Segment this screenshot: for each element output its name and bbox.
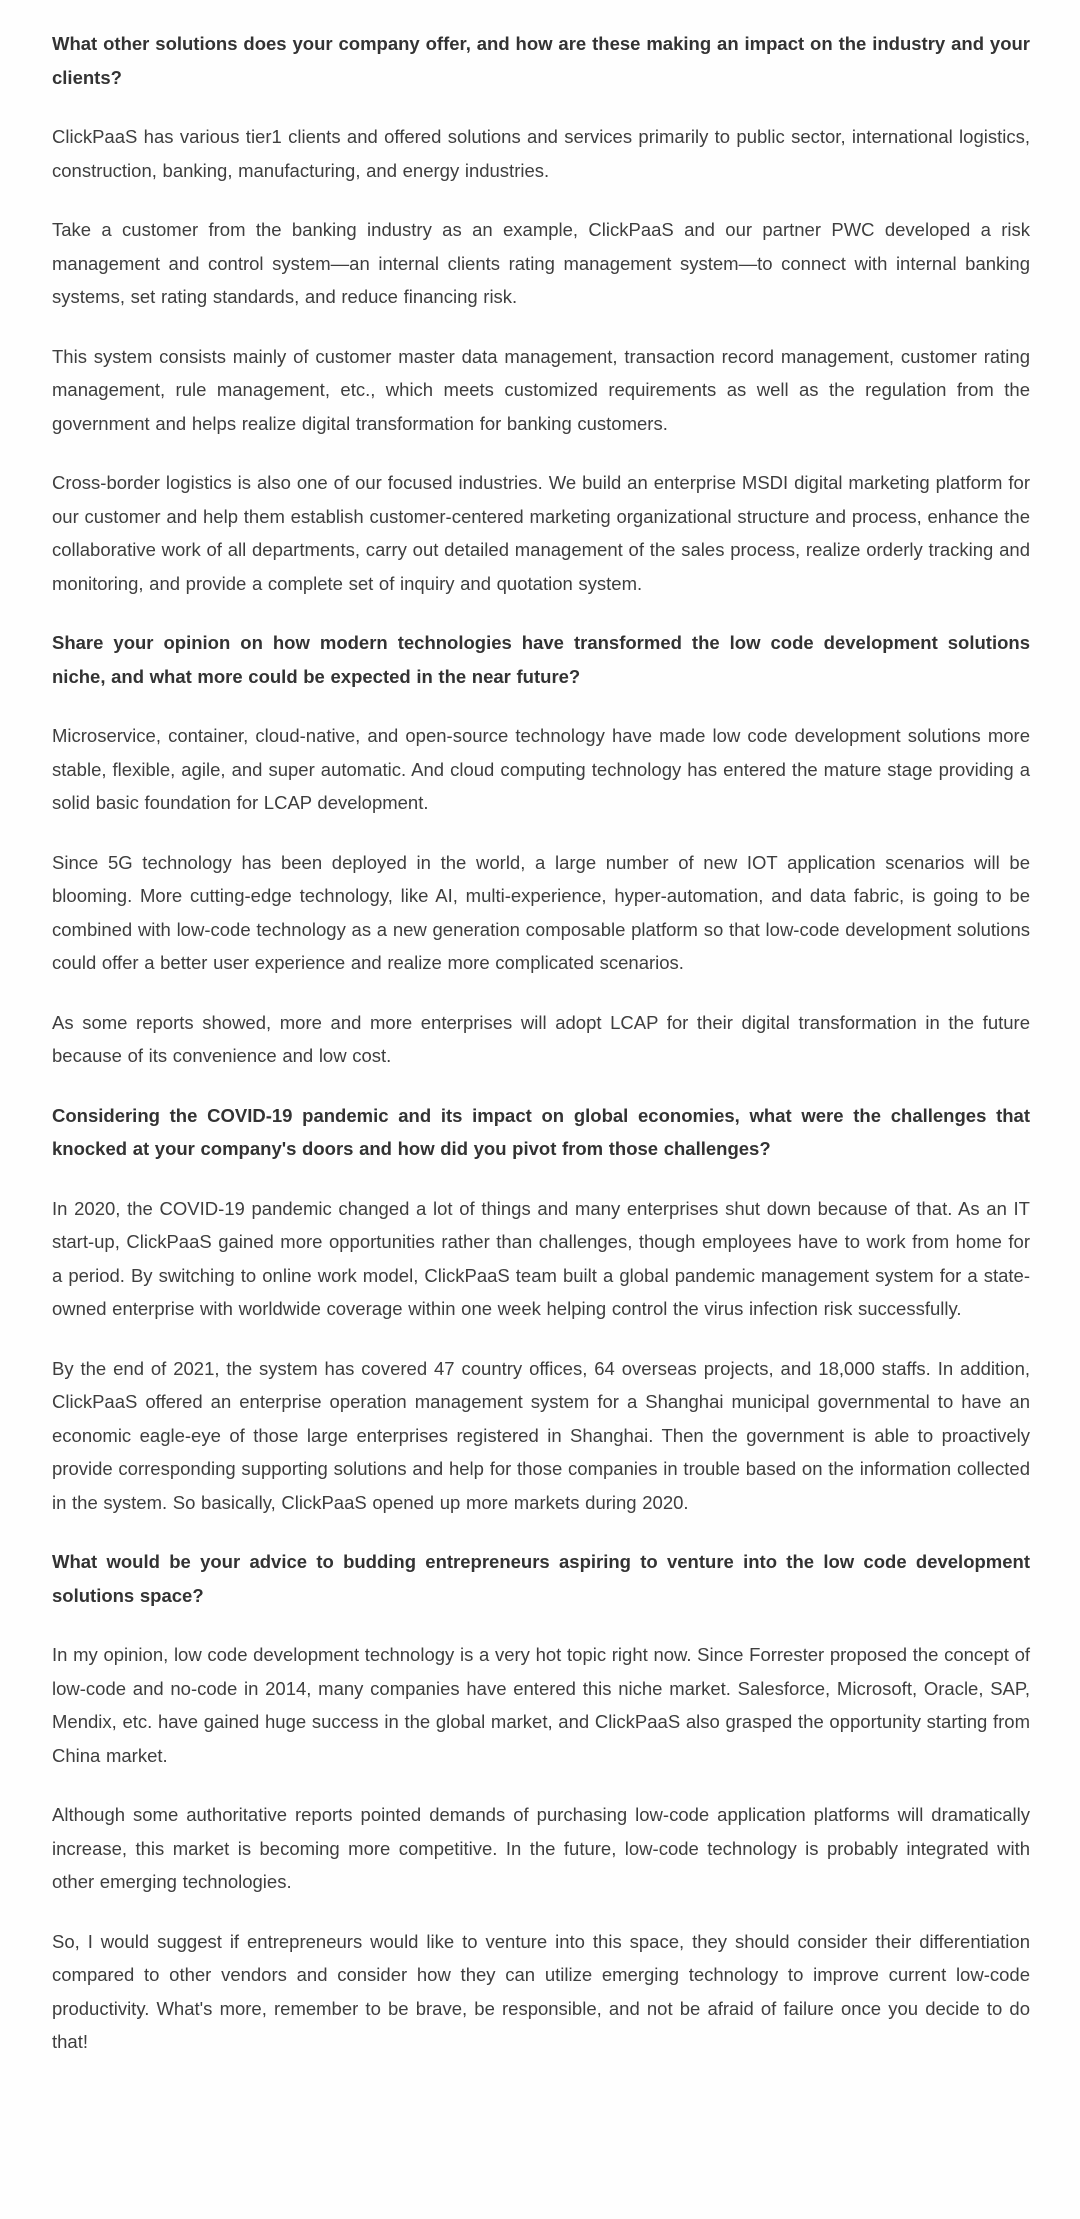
answer-paragraph: Cross-border logistics is also one of our focused industries. We build an enterprise MSDI digital marketing platform for our customer and help them establish customer-centered marketing organizational structure and process, enhance the collaborative work of all departments, carry out detailed management of the sales process, realize orderly tracking and monitoring, and provide a complete set of inquiry and quotation system. — [52, 472, 1030, 594]
answer-paragraph: By the end of 2021, the system has covered 47 country offices, 64 overseas projects, and 18,000 staffs. In addition, ClickPaaS offered an enterprise operation management system for a Shanghai municipal governmental to have an economic eagle-eye of those large enterprises registered in Shanghai. Then the government is able to proactively provide corresponding supporting solutions and help for those companies in trouble based on the information collected in the system. So basically, ClickPaaS opened up more markets during 2020. — [52, 1357, 1030, 1513]
question-heading: What would be your advice to budding entrepreneurs aspiring to venture into the low code development solutions space? — [52, 1551, 1030, 1606]
answer-paragraph: This system consists mainly of customer master data management, transaction record management, customer rating management, rule management, etc., which meets customized requirements as well as the regulation from the government and helps realize digital transformation for banking customers. — [52, 345, 1030, 434]
answer-paragraph: As some reports showed, more and more enterprises will adopt LCAP for their digital transformation in the future because of its convenience and low cost. — [52, 1011, 1030, 1066]
question-heading: What other solutions does your company offer, and how are these making an impact on the industry and your clients? — [52, 33, 1030, 88]
answer-paragraph: In 2020, the COVID-19 pandemic changed a lot of things and many enterprises shut down because of that. As an IT start-up, ClickPaaS gained more opportunities rather than challenges, though employees have to work from home for a period. By switching to online work model, ClickPaaS team built a global pandemic management system for a state-owned enterprise with worldwide coverage within one week helping control the virus infection risk successfully. — [52, 1197, 1030, 1319]
answer-paragraph: Although some authoritative reports pointed demands of purchasing low-code application platforms will dramatically increase, this market is becoming more competitive. In the future, low-code technology is probably integrated with other emerging technologies. — [52, 1804, 1030, 1892]
answer-paragraph: Since 5G technology has been deployed in the world, a large number of new IOT application scenarios will be blooming. More cutting-edge technology, like AI, multi-experience, hyper-automation, and data fabric, is going to be combined with low-code technology as a new generation composable platform so that low-code development solutions could offer a better user experience and realize more complicated scenarios. — [52, 851, 1030, 973]
question-heading: Share your opinion on how modern technologies have transformed the low code development solutions niche, and what more could be expected in the near future? — [52, 632, 1030, 687]
answer-paragraph: Microservice, container, cloud-native, and open-source technology have made low code development solutions more stable, flexible, agile, and super automatic. And cloud computing technology has entered the mature stage providing a solid basic foundation for LCAP development. — [52, 725, 1030, 813]
answer-paragraph: ClickPaaS has various tier1 clients and offered solutions and services primarily to public sector, international logistics, construction, banking, manufacturing, and energy industries. — [52, 126, 1030, 181]
answer-paragraph: In my opinion, low code development technology is a very hot topic right now. Since Forrester proposed the concept of low-code and no-code in 2014, many companies have entered this niche market. Salesforce, Microsoft, Oracle, SAP, Mendix, etc. have gained huge success in the global market, and ClickPaaS also grasped the opportunity starting from China market. — [52, 1644, 1030, 1766]
answer-paragraph: So, I would suggest if entrepreneurs would like to venture into this space, they should consider their differentiation compared to other vendors and consider how they can utilize emerging technology to improve current low-code productivity. What's more, remember to be brave, be responsible, and not be afraid of failure once you decide to do that! — [52, 1930, 1030, 2052]
question-heading: Considering the COVID-19 pandemic and its impact on global economies, what were the challenges that knocked at your company's doors and how did you pivot from those challenges? — [52, 1104, 1030, 1159]
answer-paragraph: Take a customer from the banking industry as an example, ClickPaaS and our partner PWC developed a risk management and control system—an internal clients rating management system—to connect with internal banking systems, set rating standards, and reduce financing risk. — [52, 219, 1030, 307]
